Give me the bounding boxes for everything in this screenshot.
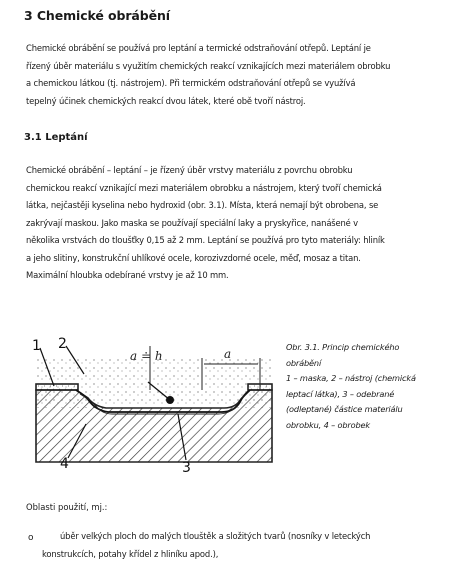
intro-line: Chemické obrábění se používá pro leptání a termické odstraňování otřepů. Leptání je [26, 43, 371, 53]
label-a: a [224, 347, 232, 361]
leptani-line: Maximální hloubka odebírané vrstvy je až 10 mm. [26, 270, 229, 280]
leptani-line: několika vrstvách do tloušťky 0,15 až 2 mm. Leptání se používá pro tyto materiály: hliník [26, 235, 385, 245]
leptani-paragraph [26, 162, 438, 285]
leptani-line: Chemické obrábění – leptání – je řízený úběr vrstvy materiálu z povrchu obrobku [26, 165, 353, 175]
intro-line: řízený úběr materiálu s využitím chemických reakcí vznikajících mezi materiálem obrobku [26, 60, 391, 71]
caption-line: obrábění [286, 357, 322, 368]
label-4: 4 [60, 456, 69, 472]
caption-line: Obr. 3.1. Princip chemického [286, 342, 400, 352]
caption-line: (odleptané) částice materiálu [286, 404, 403, 414]
intro-line: a chemickou látkou (tj. nástrojem). Při termickém odstraňování otřepů se využívá [26, 78, 356, 88]
caption-line: obrobku, 4 – obrobek [286, 419, 370, 430]
label-2: 2 [58, 336, 67, 352]
caption-line: 1 – maska, 2 – nástroj (chemická [286, 373, 416, 383]
leptani-line: a jeho slitiny, konstrukční uhlíkové ocele, korozivzdorné ocele, měď, mosaz a titan. [26, 252, 361, 263]
intro-line: tepelný účinek chemických reakcí dvou látek, které obě tvoří nástroj. [26, 95, 306, 106]
bullet-marker: o [28, 533, 34, 543]
intro-paragraph [26, 40, 438, 110]
mask-left [36, 384, 78, 390]
label-h: a ≐ h [130, 349, 163, 363]
section-heading: 3 Chemické obrábění [24, 8, 170, 23]
bullet-line: konstrukcích, potahy křídel z hliníku apod.), [42, 548, 219, 559]
label-3: 3 [182, 460, 191, 472]
bullet-line: úběr velkých ploch do malých tlouštěk a složitých tvarů (nosníky v leteckých [60, 531, 371, 541]
label-1: 1 [32, 338, 41, 354]
leptani-line: chemickou reakcí vznikající mezi materiálem obrobku a nástrojem, který tvoří chemická [26, 182, 382, 193]
usage-label: Oblasti použití, mj.: [26, 502, 108, 512]
caption-line: leptací látka), 3 – odebrané [286, 388, 395, 399]
bullet-item [42, 528, 446, 563]
figure-caption [286, 340, 448, 433]
etching-diagram [28, 334, 278, 472]
leptani-line: látka, nejčastěji kyselina nebo hydroxid (obr. 3.1). Místa, která nemají být obrobena, se [26, 200, 379, 210]
subsection-heading: 3.1 Leptání [24, 132, 88, 143]
leptani-line: zakrývají maskou. Jako maska se používají speciální laky a pryskyřice, nanášené v [26, 217, 358, 228]
